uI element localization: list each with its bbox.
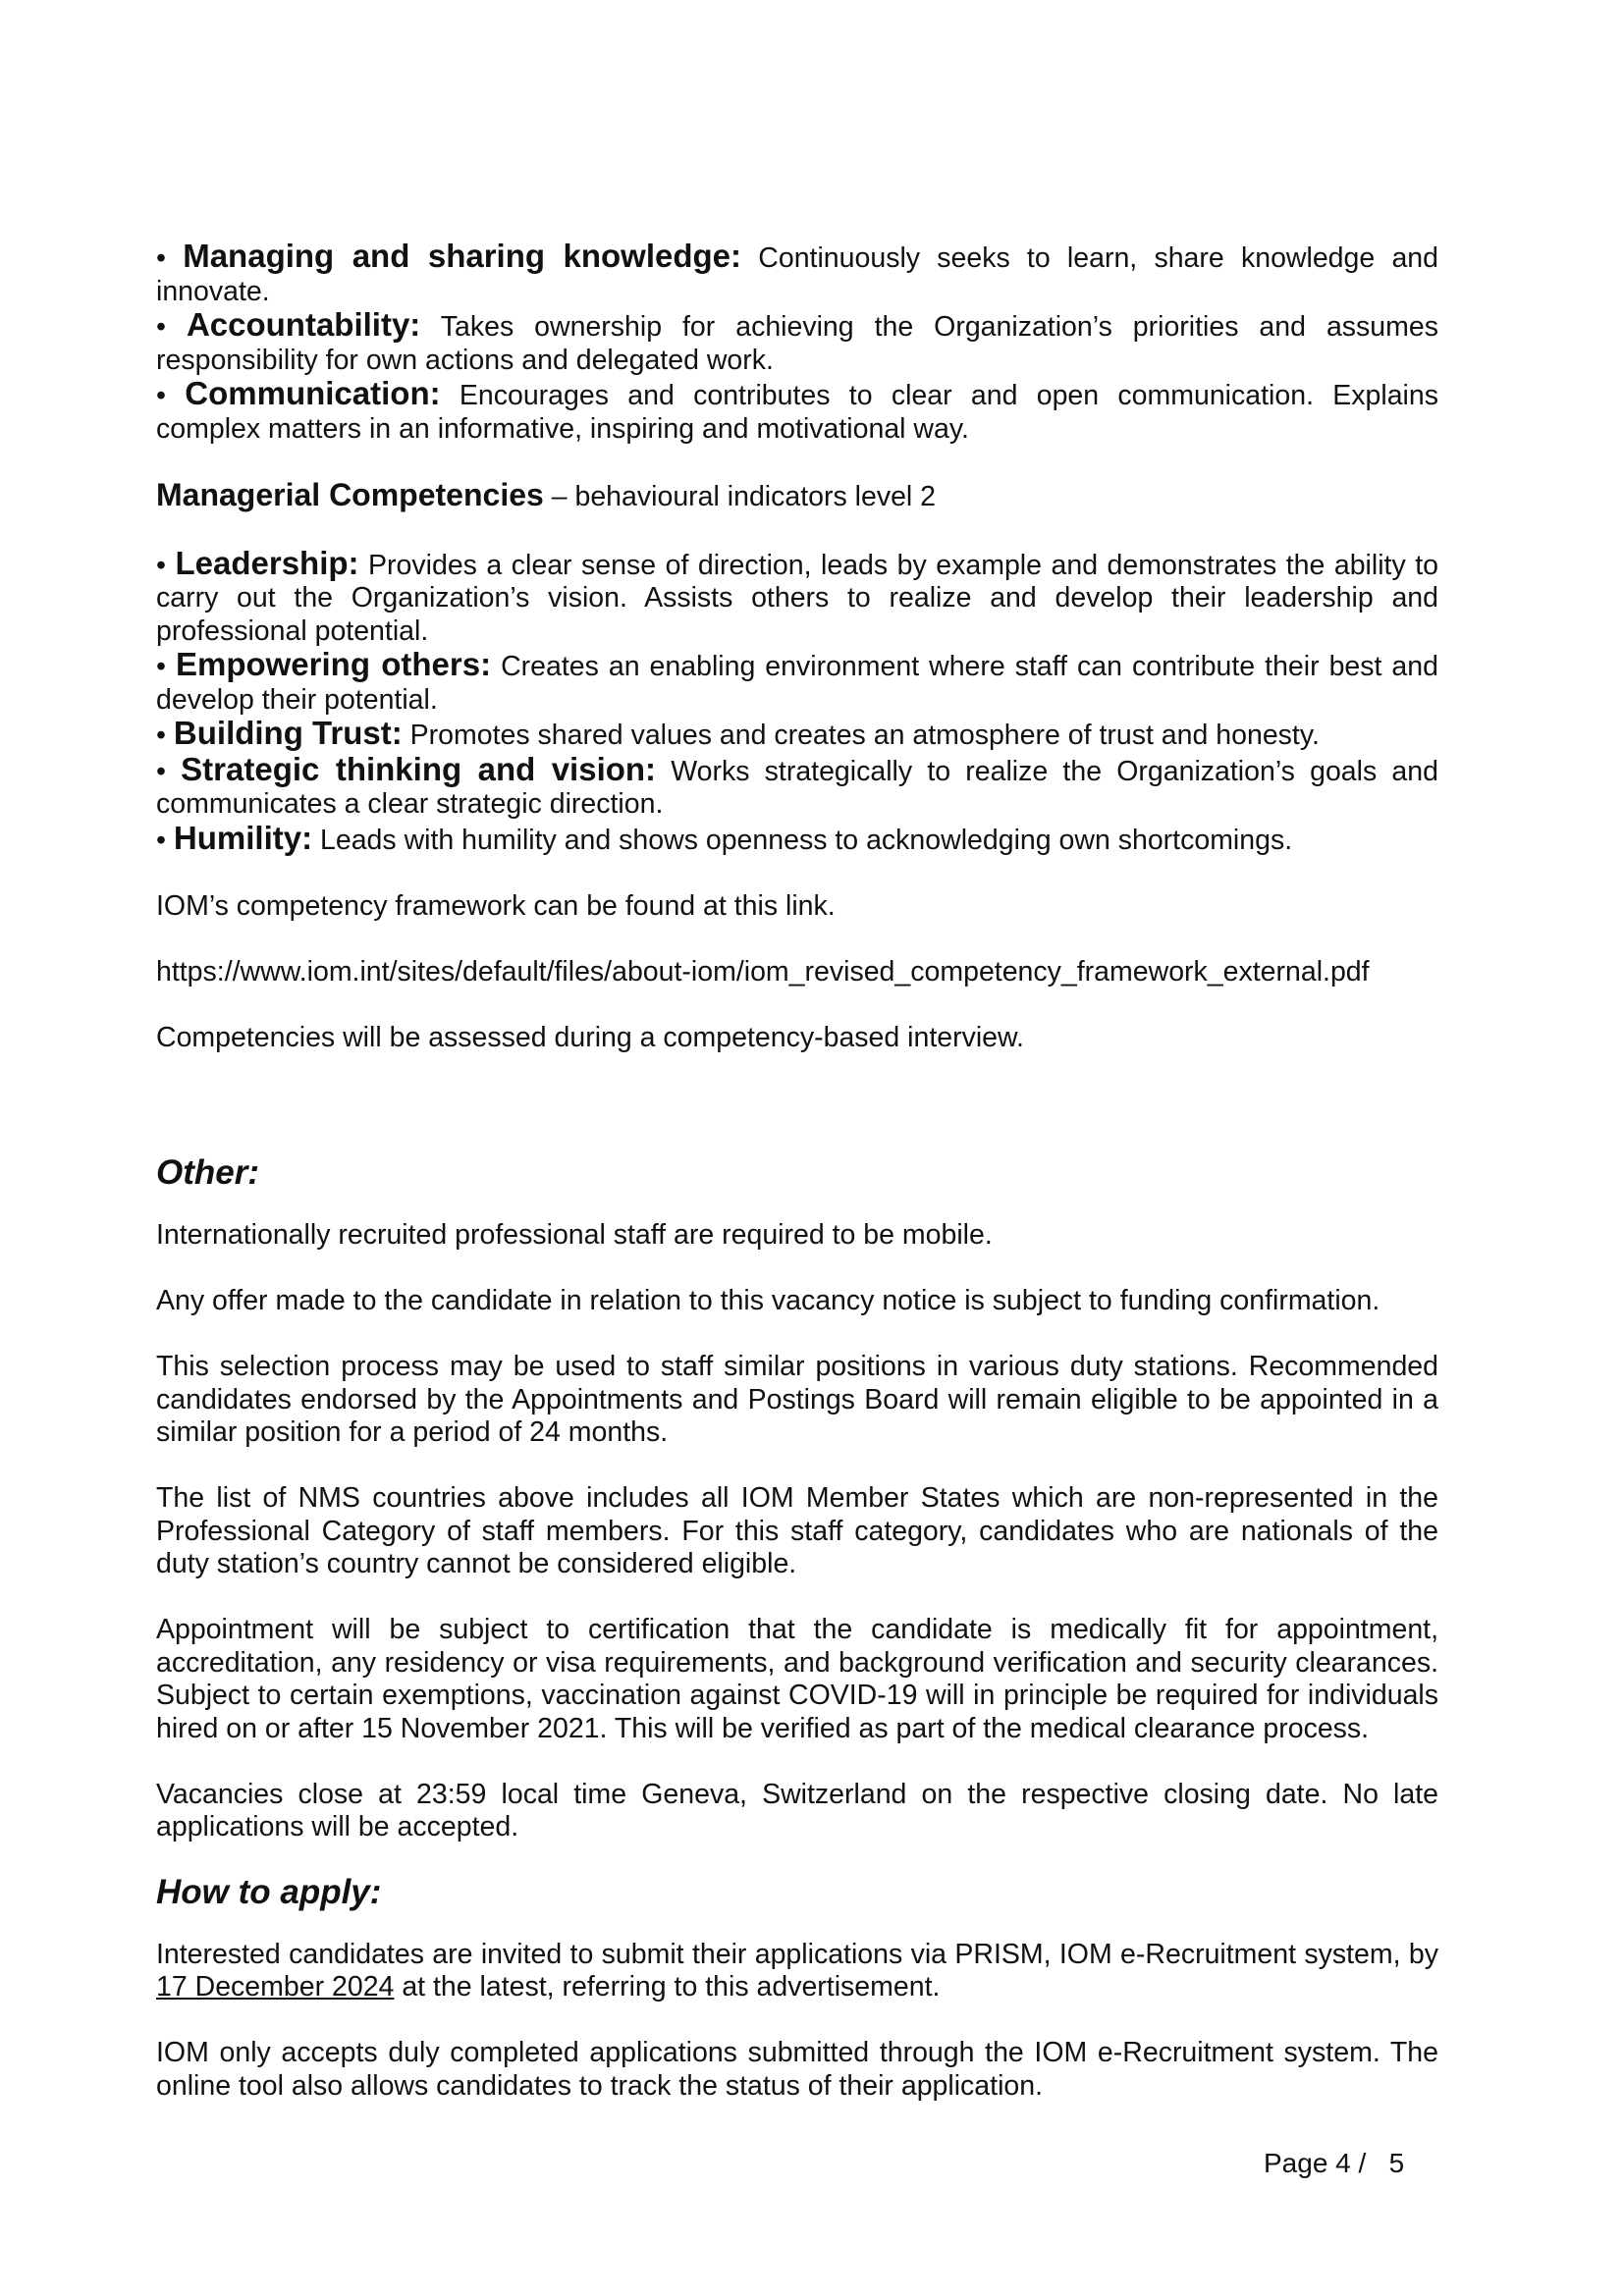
other-paragraph: Vacancies close at 23:59 local time Geneva, Switzerland on the respective closing date. No late applications will be accepted.	[156, 1778, 1438, 1842]
managerial-item-text: Promotes shared values and creates an atmosphere of trust and honesty.	[402, 720, 1320, 751]
competency-text: Encourages and contributes to clear and open communication. Explains complex matters in an informative, inspiring and motivational way.	[156, 380, 1438, 445]
competency-item: • Accountability: Takes ownership for achieving the Organization’s priorities and assumes responsibility for own actions and delegated work.	[156, 306, 1438, 376]
other-paragraph: Internationally recruited professional staff are required to be mobile.	[156, 1219, 993, 1251]
closing-date: 17 December 2024	[156, 1971, 395, 2002]
managerial-item-title: Building Trust:	[173, 715, 403, 751]
managerial-item: • Strategic thinking and vision: Works strategically to realize the Organization’s goals and communicates a clear strategic direction.	[156, 750, 1438, 820]
apply-text-after: at the latest, referring to this advertisement.	[394, 1971, 941, 2002]
other-section-title: Other:	[156, 1153, 259, 1192]
competency-title: Managing and sharing knowledge:	[183, 238, 742, 274]
how-to-apply-paragraph: IOM only accepts duly completed applications submitted through the IOM e-Recruitment system. The online tool also allows candidates to track the status of their application.	[156, 2037, 1438, 2102]
managerial-item-text: Creates an enabling environment where staff can contribute their best and develop their potential.	[156, 651, 1438, 716]
other-paragraph: Any offer made to the candidate in relation to this vacancy notice is subject to funding confirmation.	[156, 1285, 1380, 1316]
competency-item: • Communication: Encourages and contributes to clear and open communication. Explains complex matters in an informative, inspiring and motivational way.	[156, 375, 1438, 445]
managerial-item: • Building Trust: Promotes shared values and creates an atmosphere of trust and honesty.	[156, 715, 1320, 751]
managerial-item-text: Provides a clear sense of direction, leads by example and demonstrates the ability to carry out the Organization’s vision. Assists others to realize and develop their leadership and professional potential.	[156, 549, 1438, 647]
how-to-apply-paragraph	[156, 1939, 1438, 2004]
framework-text: IOM’s competency framework can be found at this link.	[156, 889, 836, 922]
managerial-heading-subtitle: – behavioural indicators level 2	[543, 480, 937, 512]
how-to-apply-title: How to apply:	[156, 1872, 382, 1911]
managerial-item-text: Leads with humility and shows openness to acknowledging own shortcomings.	[312, 824, 1293, 856]
page-separator: /	[1350, 2148, 1389, 2178]
page-content	[156, 240, 1438, 2103]
framework-link[interactable]: https://www.iom.int/sites/default/files/about-iom/iom_revised_competency_framework_external.pdf	[156, 955, 1370, 988]
other-paragraph: Appointment will be subject to certification that the candidate is medically fit for appointment, accreditation, any residency or visa requirements, and background verification and security clearances. Subject to certain exemptions, vaccination against COVID-19 will in principle be required for individuals hired on or after 15 November 2021. This will be verified as part of the medical clearance process.	[156, 1614, 1438, 1744]
managerial-item: • Leadership: Provides a clear sense of direction, leads by example and demonstrates the ability to carry out the Organization’s vision. Assists others to realize and develop their leadership and professional potential.	[156, 544, 1438, 647]
managerial-item-title: Empowering others:	[175, 646, 492, 682]
competency-text: Continuously seeks to learn, share knowledge and innovate.	[156, 242, 1439, 307]
page-number-label: Page 4	[1264, 2148, 1351, 2178]
managerial-item-text: Works strategically to realize the Organization’s goals and communicates a clear strategic direction.	[156, 755, 1438, 820]
competency-title: Accountability:	[186, 306, 421, 343]
managerial-item-title: Leadership:	[175, 544, 359, 581]
competency-text: Takes ownership for achieving the Organization’s priorities and assumes responsibility for own actions and delegated work.	[156, 311, 1438, 376]
page-footer	[1264, 2147, 1404, 2179]
managerial-item-title: Humility:	[173, 819, 313, 856]
other-paragraph: This selection process may be used to staff similar positions in various duty stations. Recommended candidates endorsed by the Appointments and Postings Board will remain eligible to be appointed in a similar position for a period of 24 months.	[156, 1351, 1438, 1448]
other-paragraph: The list of NMS countries above includes all IOM Member States which are non-represented in the Professional Category of staff members. For this staff category, candidates who are nationals of the duty station’s country cannot be considered eligible.	[156, 1482, 1438, 1579]
assessment-text: Competencies will be assessed during a competency-based interview.	[156, 1021, 1024, 1053]
page-total: 5	[1388, 2148, 1405, 2178]
apply-text-before: Interested candidates are invited to submit their applications via PRISM, IOM e-Recruitment system, by	[156, 1938, 1438, 1970]
managerial-heading	[156, 476, 1438, 514]
managerial-item: • Humility: Leads with humility and shows openness to acknowledging own shortcomings.	[156, 819, 1293, 856]
managerial-item-title: Strategic thinking and vision:	[181, 750, 657, 787]
managerial-item: • Empowering others: Creates an enabling environment where staff can contribute their best and develop their potential.	[156, 646, 1438, 716]
managerial-heading-title: Managerial Competencies	[156, 476, 544, 512]
competency-title: Communication:	[185, 375, 441, 411]
competency-item: • Managing and sharing knowledge: Continuously seeks to learn, share knowledge and innovate.	[156, 238, 1439, 307]
